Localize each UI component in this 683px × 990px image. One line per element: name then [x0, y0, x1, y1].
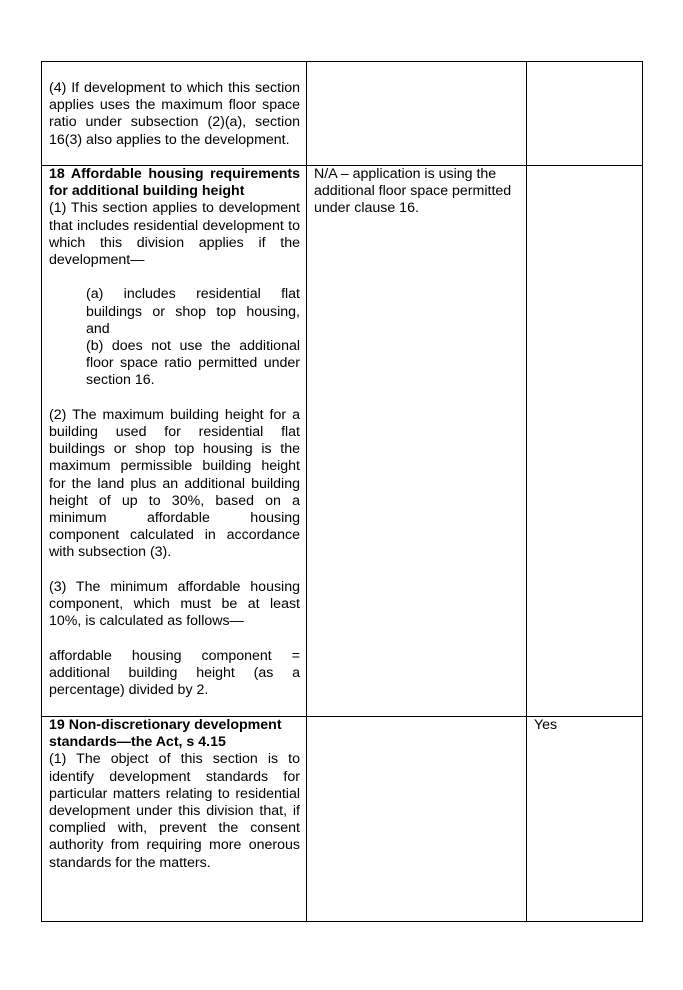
- comment-cell: [307, 62, 527, 166]
- table-row: [42, 166, 643, 717]
- section-18-heading: 18 Affordable housing requirements for additional building height: [49, 166, 300, 200]
- compliance-cell: Yes: [527, 717, 643, 922]
- comment-cell: N/A – application is using the additional floor space permitted under clause 16.: [307, 166, 527, 717]
- table-row: [42, 62, 643, 166]
- compliance-cell: [527, 62, 643, 166]
- section-18-subsection-1: (1) This section applies to development that includes residential development to which this division applies if the development—: [49, 200, 300, 269]
- section-19-subsection-1: (1) The object of this section is to identify development standards for particular matters relating to residential development under this division that, if complied with, prevent the consent authority from requiring more onerous standards for the matters.: [49, 751, 300, 871]
- section-19-heading: 19 Non-discretionary development standards—the Act, s 4.15: [49, 717, 282, 751]
- clause-17-4-text: (4) If development to which this section applies uses the maximum floor space ratio under subsection (2)(a), section 16(3) also applies to the development.: [49, 80, 300, 148]
- section-18-item-a: (a) includes residential flat buildings or shop top housing, and: [86, 286, 300, 337]
- section-18-subsection-3: (3) The minimum affordable housing component, which must be at least 10%, is calculated as follows—: [49, 578, 300, 630]
- compliance-cell: [527, 166, 643, 717]
- section-18-formula: affordable housing component = additional building height (as a percentage) divided by 2.: [49, 647, 300, 699]
- assessment-table: [41, 61, 643, 922]
- section-18-item-b: (b) does not use the additional floor space ratio permitted under section 16.: [86, 338, 300, 389]
- section-18-subsection-2: (2) The maximum building height for a building used for residential flat buildings or shop top housing is the maximum permissible building height for the land plus an additional building height of up to 30%, based on a minimum affordable housing component calculated in accordance with subsection (3).: [49, 406, 300, 561]
- provision-cell: [42, 62, 307, 166]
- comment-cell: [307, 717, 527, 922]
- table-row: [42, 717, 643, 922]
- provision-cell: [42, 717, 307, 922]
- provision-cell: [42, 166, 307, 717]
